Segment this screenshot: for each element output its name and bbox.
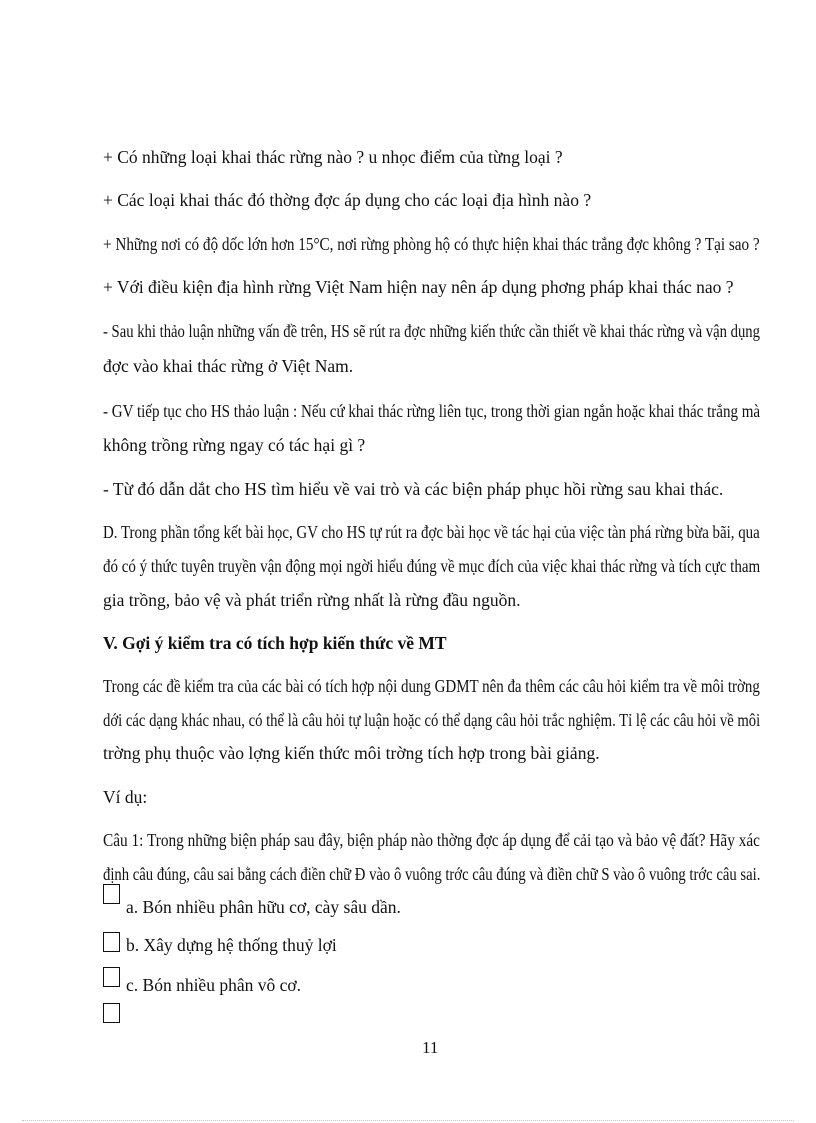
body-line: + Với điều kiện địa hình rừng Việt Nam hiện nay nên áp dụng phơng pháp khai thác nao ? — [103, 277, 734, 297]
answer-checkbox[interactable] — [103, 884, 120, 904]
option-a-label: a. Bón nhiều phân hữu cơ, cày sâu dần. — [126, 897, 401, 917]
page-number: 11 — [422, 1038, 439, 1057]
body-line: dới các dạng khác nhau, có thể là câu hỏi tự luận hoặc có thể dạng câu hỏi trắc nghiệm. Tỉ lệ các câu hỏi về môi — [103, 710, 761, 730]
example-label: Ví dụ: — [103, 787, 148, 807]
question-line: Câu 1: Trong những biện pháp sau đây, biện pháp nào thờng đợc áp dụng để cải tạo và bảo vệ đất? Hãy xác — [103, 830, 760, 850]
body-line: đợc vào khai thác rừng ở Việt Nam. — [103, 356, 354, 376]
body-line: + Những nơi có độ dốc lớn hơn 15°C, nơi rừng phòng hộ có thực hiện khai thác trắng đợc không ? Tại sao ? — [103, 234, 760, 254]
answer-checkbox[interactable] — [103, 1003, 120, 1023]
question-line: định câu đúng, câu sai bằng cách điền chữ Đ vào ô vuông trớc câu đúng và điền chữ S vào ô vuông trớc câu sai. — [103, 864, 761, 884]
answer-checkbox[interactable] — [103, 967, 120, 987]
option-b-label: b. Xây dựng hệ thống thuỷ lợi — [126, 935, 337, 955]
body-line: + Có những loại khai thác rừng nào ? u nhọc điểm của từng loại ? — [103, 147, 563, 167]
body-line: - Sau khi thảo luận những vấn đề trên, HS sẽ rút ra đợc những kiến thức cần thiết về khai thác rừng và vận dụng — [103, 321, 760, 341]
body-line: đó có ý thức tuyên truyền vận động mọi ngời hiểu đúng về mục đích của việc khai thác rừng và tích cực tham — [103, 556, 761, 576]
option-c-label: c. Bón nhiều phân vô cơ. — [126, 975, 301, 995]
body-line: - Từ đó dẫn dắt cho HS tìm hiểu về vai trò và các biện pháp phục hồi rừng sau khai thác. — [103, 479, 724, 499]
page-bottom-rule — [22, 1120, 794, 1121]
section-heading: V. Gợi ý kiểm tra có tích hợp kiến thức về MT — [103, 633, 447, 653]
body-line: D. Trong phần tổng kết bài học, GV cho HS tự rút ra đợc bài học về tác hại của việc tàn phá rừng bừa bãi, qua — [103, 522, 760, 542]
body-line: trờng phụ thuộc vào lợng kiến thức môi trờng tích hợp trong bài giảng. — [103, 743, 600, 763]
answer-checkbox[interactable] — [103, 932, 120, 952]
body-line: gia trồng, bảo vệ và phát triển rừng nhất là rừng đầu nguồn. — [103, 590, 521, 610]
body-line: - GV tiếp tục cho HS thảo luận : Nếu cứ khai thác rừng liên tục, trong thời gian ngắn hoặc khai thác trắng mà — [103, 401, 761, 421]
body-line: Trong các đề kiểm tra của các bài có tích hợp nội dung GDMT nên đa thêm các câu hỏi kiểm tra về môi trờng — [103, 676, 760, 696]
body-line: + Các loại khai thác đó thờng đợc áp dụng cho các loại địa hình nào ? — [103, 190, 592, 210]
body-line: không trồng rừng ngay có tác hại gì ? — [103, 435, 366, 455]
